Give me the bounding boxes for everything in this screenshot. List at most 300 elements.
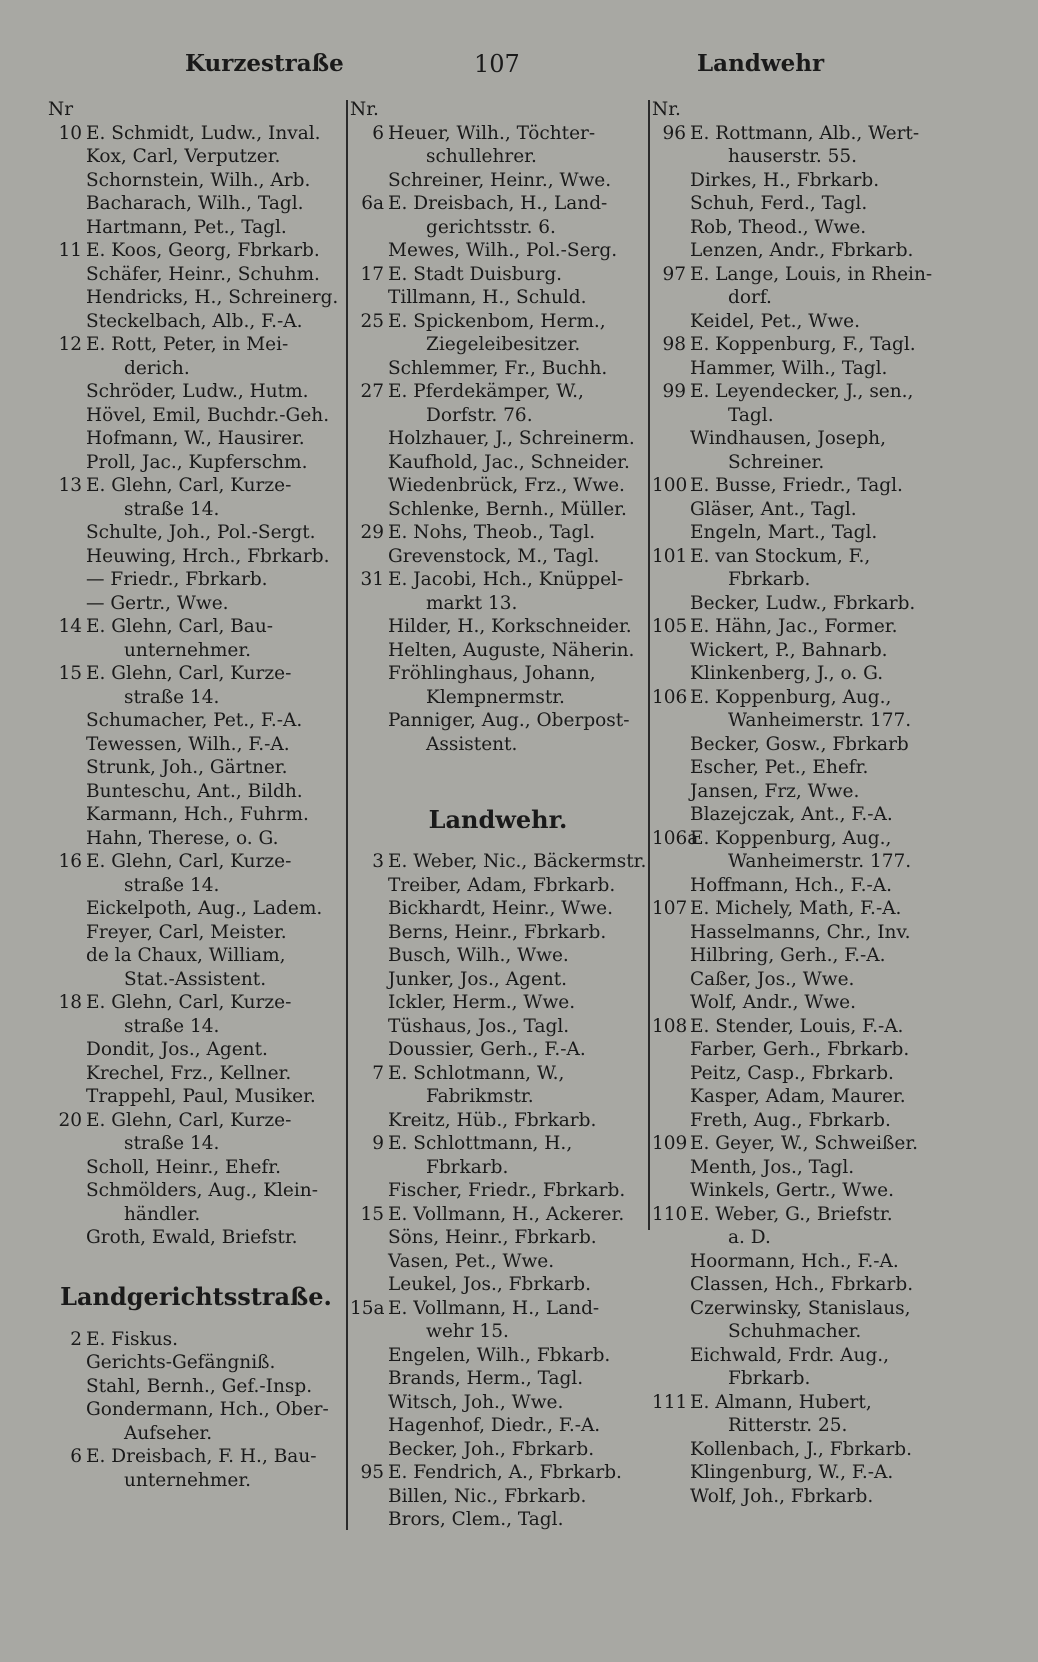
entry-text: Peitz, Casp., Fbrkarb.: [690, 1062, 894, 1084]
list-item: [350, 380, 646, 404]
list-item: [350, 1109, 646, 1133]
column-2: [350, 98, 646, 1532]
list-item: [48, 1351, 344, 1375]
list-item: [48, 192, 344, 216]
entry-text: Söns, Heinr., Fbrkarb.: [388, 1227, 597, 1248]
list-item: [48, 1422, 344, 1446]
entry-text: Witsch, Joh., Wwe.: [388, 1391, 564, 1413]
entry-text: Windhausen, Joseph,: [690, 428, 886, 449]
list-item: [652, 1414, 948, 1438]
list-item: [350, 1320, 646, 1344]
house-number: 106: [652, 686, 688, 708]
house-number: 107: [652, 898, 688, 919]
entry-text: schullehrer.: [426, 146, 537, 167]
list-item: [652, 1109, 948, 1133]
running-header-left: Kurzestraße: [185, 50, 344, 77]
list-item: [350, 1085, 646, 1109]
entry-text: Ziegeleibesitzer.: [426, 334, 581, 355]
list-item: [652, 1132, 948, 1156]
list-item: [48, 1445, 344, 1469]
list-item: [652, 1344, 948, 1368]
entry-text: Schröder, Ludw., Hutm.: [86, 381, 309, 402]
entry-text: Mewes, Wilh., Pol.-Serg.: [388, 240, 618, 261]
list-item: [652, 921, 948, 945]
list-item: [652, 169, 948, 193]
entry-text: Jansen, Frz, Wwe.: [690, 780, 860, 802]
list-item: [652, 310, 948, 334]
list-item: [652, 897, 948, 921]
list-item: [652, 874, 948, 898]
list-item: [48, 1398, 344, 1422]
list-item: [652, 239, 948, 263]
entry-text: Wanheimerstr. 177.: [728, 851, 912, 872]
list-item: [48, 1226, 344, 1250]
entry-text: Fischer, Friedr., Fbrkarb.: [388, 1180, 626, 1201]
entry-text: Wolf, Joh., Fbrkarb.: [690, 1485, 874, 1507]
entry-text: Panniger, Aug., Oberpost-: [388, 710, 630, 731]
list-item: [48, 1015, 344, 1039]
list-item: [48, 921, 344, 945]
list-item: [350, 1273, 646, 1297]
entry-text: Fbrkarb.: [728, 569, 811, 590]
list-item: [48, 1038, 344, 1062]
entry-text: Schäfer, Heinr., Schuhm.: [86, 263, 320, 285]
list-item: [350, 1344, 646, 1368]
list-item: [350, 1367, 646, 1391]
list-item: [48, 545, 344, 569]
list-item: [48, 592, 344, 616]
entry-list: [350, 122, 646, 757]
entry-text: Vasen, Pet., Wwe.: [388, 1250, 555, 1272]
list-item: [48, 1062, 344, 1086]
list-item: [350, 921, 646, 945]
list-item: [652, 709, 948, 733]
house-number: 7: [372, 1062, 384, 1084]
list-item: [350, 404, 646, 428]
list-item: [48, 521, 344, 545]
entry-text: E. Geyer, W., Schweißer.: [690, 1133, 919, 1154]
house-number: 98: [662, 334, 686, 355]
entry-list: [350, 850, 646, 1532]
list-item: [350, 1179, 646, 1203]
list-item: [652, 1015, 948, 1039]
house-number: 18: [58, 992, 82, 1013]
list-item: [652, 1367, 948, 1391]
entry-text: Tagl.: [728, 404, 774, 426]
list-item: [48, 333, 344, 357]
entry-text: Assistent.: [426, 733, 518, 755]
list-item: [350, 968, 646, 992]
entry-text: Caßer, Jos., Wwe.: [690, 968, 855, 990]
nr-label: Nr: [48, 99, 74, 120]
entry-text: de la Chaux, William,: [86, 945, 286, 966]
entry-text: E. Dreisbach, F. H., Bau-: [86, 1446, 317, 1467]
entry-text: Lenzen, Andr., Fbrkarb.: [690, 240, 914, 261]
spacer: [350, 756, 646, 780]
entry-text: — Friedr., Fbrkarb.: [86, 569, 268, 590]
list-item: [350, 521, 646, 545]
list-item: [350, 498, 646, 522]
entry-text: Hahn, Therese, o. G.: [86, 827, 279, 849]
entry-text: Schreiner.: [728, 451, 825, 473]
entry-text: Treiber, Adam, Fbrkarb.: [388, 874, 616, 896]
house-number: 6a: [361, 193, 384, 214]
list-item: [350, 615, 646, 639]
list-item: [652, 615, 948, 639]
entry-text: Ritterstr. 25.: [728, 1415, 848, 1436]
entry-text: Brands, Herm., Tagl.: [388, 1368, 584, 1389]
list-item: [652, 521, 948, 545]
list-item: [652, 1297, 948, 1321]
list-item: [652, 1085, 948, 1109]
house-number: 96: [662, 122, 686, 144]
entry-text: händler.: [124, 1203, 201, 1225]
entry-text: Schlemmer, Fr., Buchh.: [388, 357, 608, 379]
section-heading: Landwehr.: [428, 805, 568, 834]
list-item: [652, 803, 948, 827]
list-item: [350, 1203, 646, 1227]
list-item: [350, 1132, 646, 1156]
list-item: [350, 1156, 646, 1180]
list-item: [350, 216, 646, 240]
list-item: [350, 286, 646, 310]
list-item: [350, 850, 646, 874]
entry-text: Holzhauer, J., Schreinerm.: [388, 428, 635, 449]
list-item: [48, 733, 344, 757]
house-number: 17: [360, 263, 384, 285]
entry-text: wehr 15.: [426, 1321, 509, 1342]
list-item: [350, 474, 646, 498]
list-item: [350, 1438, 646, 1462]
list-item: [48, 498, 344, 522]
list-item: [48, 709, 344, 733]
list-item: [652, 545, 948, 569]
list-item: [48, 850, 344, 874]
entry-text: straße 14.: [124, 1015, 220, 1037]
entry-text: Kollenbach, J., Fbrkarb.: [690, 1438, 913, 1460]
list-item: [652, 122, 948, 146]
list-item: [652, 968, 948, 992]
entry-text: E. Lange, Louis, in Rhein-: [690, 263, 933, 285]
house-number: 10: [58, 122, 82, 144]
entry-text: E. Almann, Hubert,: [690, 1391, 872, 1413]
entry-text: E. Glehn, Carl, Bau-: [86, 616, 273, 637]
entry-text: gerichtsstr. 6.: [426, 216, 556, 238]
house-number: 9: [372, 1133, 384, 1154]
entry-text: Becker, Gosw., Fbrkarb: [690, 733, 909, 755]
house-number: 97: [662, 263, 686, 285]
entry-text: hauserstr. 55.: [728, 146, 858, 167]
list-item: [652, 780, 948, 804]
entry-text: E. Hähn, Jac., Former.: [690, 616, 898, 637]
house-number: 100: [652, 475, 688, 496]
list-item: [48, 1132, 344, 1156]
list-item: [48, 686, 344, 710]
entry-text: Kasper, Adam, Maurer.: [690, 1086, 906, 1107]
list-item: [350, 1391, 646, 1415]
list-item: [350, 1508, 646, 1532]
house-number: 31: [360, 569, 384, 590]
entry-text: E. Glehn, Carl, Kurze-: [86, 1109, 292, 1131]
house-number: 15: [58, 663, 82, 684]
entry-text: Schulte, Joh., Pol.-Sergt.: [86, 522, 316, 543]
entry-text: Ickler, Herm., Wwe.: [388, 992, 576, 1013]
list-item: [48, 615, 344, 639]
entry-text: Fbrkarb.: [426, 1156, 509, 1178]
entry-text: Klinkenberg, J., o. G.: [690, 663, 884, 684]
entry-text: Classen, Hch., Fbrkarb.: [690, 1274, 914, 1295]
list-item: [652, 263, 948, 287]
list-item: [652, 357, 948, 381]
list-item: [652, 1391, 948, 1415]
entry-text: Bickhardt, Heinr., Wwe.: [388, 898, 613, 919]
entry-text: Engeln, Mart., Tagl.: [690, 522, 878, 543]
entry-text: Hendricks, H., Schreinerg.: [86, 287, 339, 308]
entry-text: E. Dreisbach, H., Land-: [388, 193, 608, 214]
entry-text: derich.: [124, 357, 190, 379]
entry-text: straße 14.: [124, 1133, 220, 1154]
entry-text: E. Vollmann, H., Land-: [388, 1297, 600, 1319]
list-item: [48, 1156, 344, 1180]
entry-text: Strunk, Joh., Gärtner.: [86, 757, 288, 778]
entry-text: markt 13.: [426, 592, 518, 614]
list-item: [48, 263, 344, 287]
list-item: [350, 192, 646, 216]
entry-text: Escher, Pet., Ehefr.: [690, 757, 869, 778]
list-item: [350, 897, 646, 921]
list-item: [350, 1461, 646, 1485]
entry-text: Tillmann, H., Schuld.: [388, 287, 587, 308]
entry-text: Wiedenbrück, Frz., Wwe.: [388, 475, 625, 496]
entry-text: unternehmer.: [124, 639, 252, 661]
list-item: [48, 451, 344, 475]
entry-text: Schmölders, Aug., Klein-: [86, 1180, 318, 1201]
list-item: [350, 1485, 646, 1509]
entry-text: E. Glehn, Carl, Kurze-: [86, 475, 292, 496]
entry-text: Kreitz, Hüb., Fbrkarb.: [388, 1109, 597, 1131]
entry-text: Fabrikmstr.: [426, 1086, 534, 1107]
column-rule: [648, 100, 650, 1230]
entry-text: E. Nohs, Theob., Tagl.: [388, 522, 596, 543]
entry-text: Scholl, Heinr., Ehefr.: [86, 1156, 281, 1178]
list-item: [350, 333, 646, 357]
entry-text: Berns, Heinr., Fbrkarb.: [388, 921, 607, 943]
list-item: [350, 1062, 646, 1086]
list-item: [652, 1438, 948, 1462]
list-item: [350, 662, 646, 686]
list-item: [48, 874, 344, 898]
list-item: [652, 474, 948, 498]
list-item: [350, 451, 646, 475]
list-item: [652, 1273, 948, 1297]
entry-text: E. Koppenburg, Aug.,: [690, 827, 892, 849]
list-item: [48, 1328, 344, 1352]
list-item: [350, 686, 646, 710]
entry-text: Eichwald, Frdr. Aug.,: [690, 1344, 890, 1366]
house-number: 25: [360, 310, 384, 332]
entry-text: E. Weber, Nic., Bäckermstr.: [388, 851, 646, 872]
list-item: [48, 827, 344, 851]
house-number: 108: [652, 1015, 688, 1037]
house-number: 6: [70, 1446, 82, 1467]
list-item: [48, 944, 344, 968]
list-item: [350, 568, 646, 592]
entry-text: E. Weber, G., Briefstr.: [690, 1203, 893, 1225]
entry-text: Hoffmann, Hch., F.-A.: [690, 874, 892, 896]
list-item: [350, 1297, 646, 1321]
entry-text: E. Spickenbom, Herm.,: [388, 310, 606, 332]
entry-text: E. van Stockum, F.,: [690, 545, 871, 567]
entry-text: Klingenburg, W., F.-A.: [690, 1462, 894, 1483]
entry-text: Dorfstr. 76.: [426, 404, 533, 426]
nr-label: Nr.: [350, 99, 379, 120]
entry-text: Hövel, Emil, Buchdr.-Geh.: [86, 404, 330, 426]
list-item: [350, 639, 646, 663]
entry-text: Hofmann, W., Hausirer.: [86, 428, 305, 449]
entry-text: straße 14.: [124, 498, 220, 520]
entry-text: Hoormann, Hch., F.-A.: [690, 1250, 899, 1272]
list-item: [350, 1250, 646, 1274]
list-item: [350, 263, 646, 287]
house-number: 95: [360, 1462, 384, 1483]
list-item: [652, 850, 948, 874]
house-number: 111: [652, 1391, 688, 1413]
house-number: 101: [652, 545, 688, 567]
entry-text: Krechel, Frz., Kellner.: [86, 1062, 292, 1084]
nr-label: Nr.: [652, 99, 681, 120]
entry-text: Brors, Clem., Tagl.: [388, 1509, 564, 1530]
house-number: 99: [662, 381, 686, 402]
entry-text: E. Glehn, Carl, Kurze-: [86, 663, 292, 684]
list-item: [350, 122, 646, 146]
entry-text: Schlenke, Bernh., Müller.: [388, 498, 627, 520]
entry-text: Stat.-Assistent.: [124, 968, 267, 990]
house-number: 20: [58, 1109, 82, 1131]
list-item: [652, 380, 948, 404]
list-item: [48, 780, 344, 804]
entry-text: Eickelpoth, Aug., Ladem.: [86, 898, 323, 919]
house-number: 12: [58, 334, 82, 355]
entry-text: Wolf, Andr., Wwe.: [690, 992, 857, 1013]
entry-text: E. Michely, Math, F.-A.: [690, 898, 902, 919]
house-number: 11: [58, 240, 82, 261]
entry-text: Fröhlinghaus, Johann,: [388, 663, 596, 684]
list-item: [652, 639, 948, 663]
entry-text: Freth, Aug., Fbrkarb.: [690, 1109, 891, 1131]
entry-text: Winkels, Gertr., Wwe.: [690, 1180, 894, 1201]
list-item: [48, 122, 344, 146]
house-number: 110: [652, 1203, 688, 1225]
entry-text: Becker, Joh., Fbrkarb.: [388, 1438, 595, 1460]
list-item: [350, 733, 646, 757]
entry-text: E. Koos, Georg, Fbrkarb.: [86, 240, 320, 261]
list-item: [652, 1250, 948, 1274]
list-item: [652, 286, 948, 310]
list-item: [350, 545, 646, 569]
entry-text: Bacharach, Wilh., Tagl.: [86, 193, 304, 214]
list-item: [652, 1062, 948, 1086]
list-item: [48, 216, 344, 240]
entry-text: Schumacher, Pet., F.-A.: [86, 710, 303, 731]
entry-text: E. Rottmann, Alb., Wert-: [690, 122, 920, 144]
entry-list: [652, 122, 948, 1509]
entry-list: [48, 1328, 344, 1493]
house-number: 2: [70, 1328, 82, 1350]
entry-text: E. Vollmann, H., Ackerer.: [388, 1203, 625, 1225]
list-item: [652, 192, 948, 216]
list-item: [350, 1414, 646, 1438]
list-item: [350, 1038, 646, 1062]
entry-text: Billen, Nic., Fbrkarb.: [388, 1485, 587, 1507]
entry-text: Junker, Jos., Agent.: [388, 968, 568, 990]
page-number: 107: [474, 50, 520, 78]
list-item: [48, 169, 344, 193]
list-item: [350, 991, 646, 1015]
entry-text: E. Schlottmann, H.,: [388, 1133, 573, 1154]
entry-text: E. Leyendecker, J., sen.,: [690, 381, 914, 402]
house-number: 6: [372, 122, 384, 144]
entry-text: Fbrkarb.: [728, 1368, 811, 1389]
list-item: [48, 380, 344, 404]
entry-text: E. Koppenburg, Aug.,: [690, 686, 892, 708]
list-item: [652, 662, 948, 686]
entry-text: Rob, Theod., Wwe.: [690, 216, 867, 238]
section-heading: Landgerichtsstraße.: [60, 1281, 332, 1311]
entry-text: Dondit, Jos., Agent.: [86, 1039, 268, 1060]
entry-text: Proll, Jac., Kupferschm.: [86, 451, 308, 473]
list-item: [652, 427, 948, 451]
entry-text: Heuer, Wilh., Töchter-: [388, 122, 596, 144]
list-item: [48, 239, 344, 263]
list-item: [652, 568, 948, 592]
entry-text: Hasselmanns, Chr., Inv.: [690, 921, 911, 943]
list-item: [48, 1109, 344, 1133]
list-item: [350, 1226, 646, 1250]
house-number: 14: [58, 616, 82, 637]
entry-text: E. Schmidt, Ludw., Inval.: [86, 122, 321, 144]
house-number: 29: [360, 522, 384, 543]
list-item: [350, 709, 646, 733]
entry-text: Becker, Ludw., Fbrkarb.: [690, 592, 916, 614]
list-item: [652, 1226, 948, 1250]
entry-text: Stahl, Bernh., Gef.-Insp.: [86, 1375, 313, 1397]
list-item: [652, 1461, 948, 1485]
entry-text: E. Busse, Friedr., Tagl.: [690, 475, 903, 496]
house-number: 15a: [350, 1297, 385, 1319]
entry-text: Helten, Auguste, Näherin.: [388, 639, 635, 661]
list-item: [48, 803, 344, 827]
entry-text: E. Pferdekämper, W.,: [388, 381, 584, 402]
list-item: [48, 568, 344, 592]
list-item: [350, 1015, 646, 1039]
house-number: 13: [58, 475, 82, 496]
list-item: [350, 427, 646, 451]
list-item: [350, 239, 646, 263]
entry-text: Dirkes, H., Fbrkarb.: [690, 169, 880, 191]
list-item: [652, 404, 948, 428]
list-item: [652, 1179, 948, 1203]
entry-text: Hammer, Wilh., Tagl.: [690, 357, 888, 379]
entry-text: Hagenhof, Diedr., F.-A.: [388, 1415, 601, 1436]
entry-text: Wanheimerstr. 177.: [728, 710, 912, 731]
entry-text: E. Jacobi, Hch., Knüppel-: [388, 569, 624, 590]
list-item: [48, 357, 344, 381]
entry-text: Czerwinsky, Stanislaus,: [690, 1297, 911, 1319]
list-item: [652, 733, 948, 757]
list-item: [652, 756, 948, 780]
list-item: [350, 874, 646, 898]
list-item: [652, 1156, 948, 1180]
